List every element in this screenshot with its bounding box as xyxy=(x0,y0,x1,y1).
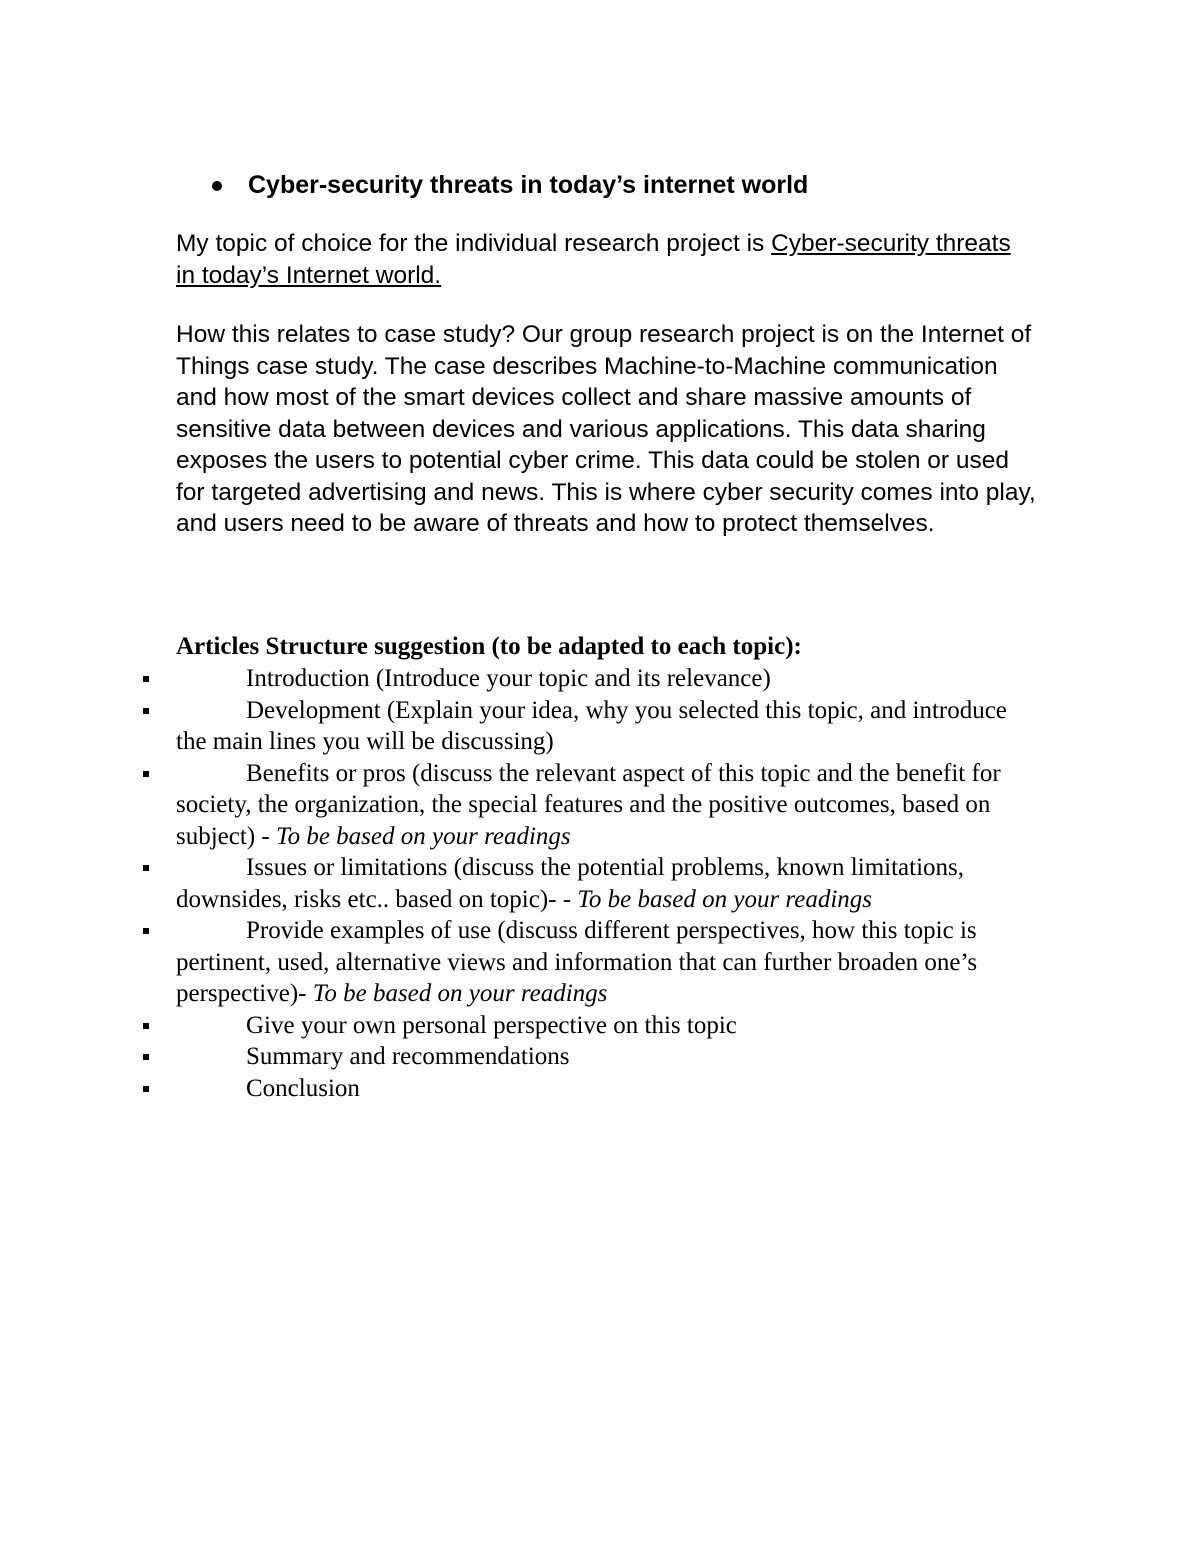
list-item xyxy=(176,1041,1036,1073)
list-item-note: To be based on your readings xyxy=(577,885,872,913)
articles-structure-title: Articles Structure suggestion (to be adapted to each topic): xyxy=(176,633,802,660)
topic-heading-text: Cyber-security threats in today’s internet world xyxy=(248,171,809,199)
round-bullet-icon xyxy=(212,181,222,191)
list-item-text: Provide examples of use (discuss different perspectives, how this topic is pertinent, used, alternative views and information that can further broaden one’s perspective)- xyxy=(176,917,978,1007)
square-bullet-icon xyxy=(143,1023,149,1029)
list-item-text: Conclusion xyxy=(246,1074,360,1102)
list-item xyxy=(176,852,1036,915)
list-item-text: Benefits or pros (discuss the relevant aspect of this topic and the benefit for society, the organization, the special features and the positive outcomes, based on subject) - xyxy=(176,759,1001,850)
list-item-note: To be based on your readings xyxy=(275,822,571,850)
square-bullet-icon xyxy=(143,771,149,777)
list-item-text: Development (Explain your idea, why you selected this topic, and introduce the main lines you will be discussing) xyxy=(176,696,1007,755)
list-item-text: Give your own personal perspective on this topic xyxy=(246,1011,737,1039)
list-item xyxy=(176,663,1036,695)
square-bullet-icon xyxy=(143,928,149,934)
list-item xyxy=(176,915,1036,1010)
case-study-paragraph: How this relates to case study? Our group research project is on the Internet of Things case study. The case describes Machine-to-Machine communication and how most of the smart devices collect and share massive amounts of sensitive data between devices and various applications. This data sharing exposes the users to potential cyber crime. This data could be stolen or used for targeted advertising and news. This is where cyber security comes into play, and users need to be aware of threats and how to protect themselves. xyxy=(176,321,1036,537)
list-item-note: To be based on your readings xyxy=(312,980,608,1007)
articles-structure-list xyxy=(176,663,1036,1104)
list-item-text: Summary and recommendations xyxy=(246,1043,570,1070)
topic-choice-paragraph xyxy=(176,228,1036,291)
list-item xyxy=(176,1073,1036,1105)
square-bullet-icon xyxy=(143,865,149,871)
topic-choice-prefix: My topic of choice for the individual research project is xyxy=(176,230,772,257)
list-item-text: Issues or limitations (discuss the potential problems, known limitations, downsides, risks etc.. based on topic)- - xyxy=(176,854,964,913)
list-item xyxy=(176,758,1036,853)
square-bullet-icon xyxy=(143,708,149,714)
topic-choice-underlined: Cyber-security threats in today’s Internet world. xyxy=(176,230,1011,289)
square-bullet-icon xyxy=(143,676,149,682)
list-item xyxy=(176,695,1036,758)
square-bullet-icon xyxy=(143,1086,149,1092)
list-item xyxy=(176,1010,1036,1042)
square-bullet-icon xyxy=(143,1054,149,1060)
list-item-text: Introduction (Introduce your topic and its relevance) xyxy=(246,665,771,692)
